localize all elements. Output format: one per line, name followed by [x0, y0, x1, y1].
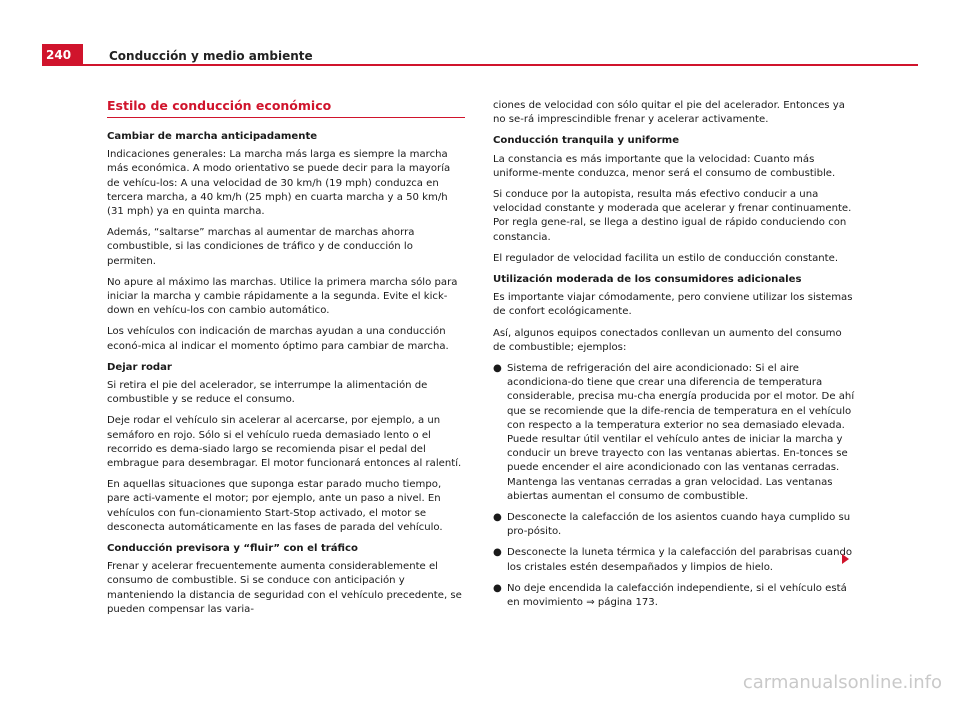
paragraph: Si retira el pie del acelerador, se interrumpe la alimentación de combustible y se reduce el consumo.: [107, 380, 428, 406]
watermark: carmanualsonline.info: [742, 672, 942, 693]
left-column: [107, 99, 465, 624]
list-item-text: Sistema de refrigeración del aire acondicionado: Si el aire acondiciona-do tiene que crear una diferencia de temperatura considerable, precisa mu-cha energía producida por el motor. De ahí que se recomiende que la dife-rencia de temperatura en el vehículo con respecto a la temperatura exterior no sea demasiado elevada. Puede resultar útil ventilar el vehículo antes de iniciar la marcha y conducir un breve trayecto con las ventanas abiertas. En-tonces se puede encender el aire acondicionado con las ventanas cerradas. Mantenga las ventanas cerradas a gran velocidad. Las ventanas abiertas aumentan el consumo de combustible.: [507, 363, 855, 502]
subheading-consumers: Utilización moderada de los consumidores adicionales: [493, 274, 802, 286]
paragraph: En aquellas situaciones que suponga estar parado mucho tiempo, pare acti-vamente el motor; por ejemplo, ante un paso a nivel. En vehículos con fun-cionamiento Start-Stop activado, el motor se desconecta automáticamente en las fases de parada del vehículo.: [107, 479, 443, 533]
paragraph: Deje rodar el vehículo sin acelerar al acercarse, por ejemplo, a un semáforo en rojo. Sólo si el vehículo rueda demasiado lento o el recorrido es dema-siado largo se recomienda pisar el pedal del embrague para desembragar. El motor funcionará entonces al ralentí.: [107, 415, 462, 470]
list-item: [493, 582, 857, 610]
paragraph: No apure al máximo las marchas. Utilice la primera marcha sólo para iniciar la marcha y cambie rápidamente a la segunda. Evite el kick-down en vehícu-los con cambio automático.: [107, 276, 458, 317]
subheading-anticipation: Conducción previsora y “fluir” con el tráfico: [107, 543, 358, 555]
chapter-title: Conducción y medio ambiente: [109, 49, 313, 63]
page-header: [42, 44, 918, 68]
subheading-smooth-driving: Conducción tranquila y uniforme: [493, 135, 680, 147]
paragraph: El regulador de velocidad facilita un estilo de conducción constante.: [493, 252, 839, 264]
paragraph: La constancia es más importante que la velocidad: Cuanto más uniforme-mente conduzca, menor será el consumo de combustible.: [493, 153, 836, 179]
bullet-icon: ●: [493, 512, 502, 524]
paragraph: Los vehículos con indicación de marchas ayudan a una conducción econó-mica al indicar el momento óptimo para cambiar de marcha.: [107, 326, 449, 352]
bullet-icon: ●: [493, 582, 502, 594]
page-number: 240: [42, 44, 83, 66]
list-item-text: No deje encendida la calefacción independiente, si el vehículo está en movimiento ⇒ página 173.: [507, 582, 847, 609]
bullet-icon: ●: [493, 547, 502, 559]
right-column: [493, 99, 857, 617]
paragraph: Frenar y acelerar frecuentemente aumenta considerablemente el consumo de combustible. Si se conduce con anticipación y manteniendo la distancia de seguridad con el vehículo precedente, se pueden compensar las varia-: [107, 561, 462, 615]
section-title-rule: [107, 117, 465, 118]
paragraph: Así, algunos equipos conectados conllevan un aumento del consumo de combustible; ejemplos:: [493, 327, 842, 353]
paragraph: Indicaciones generales: La marcha más larga es siempre la marcha más económica. A modo orientativo se puede decir para la mayoría de vehícu-los: A una velocidad de 30 km/h (19 mph) conduzca en tercera marcha, a 40 km/h (25 mph) en cuarta marcha y a 50 km/h (31 mph) ya en quinta marcha.: [107, 149, 451, 218]
list-item-text: Desconecte la calefacción de los asientos cuando haya cumplido su pro-pósito.: [507, 512, 851, 538]
list-item: [493, 362, 857, 504]
paragraph: Es importante viajar cómodamente, pero conviene utilizar los sistemas de confort ecológicamente.: [493, 292, 853, 318]
subheading-coasting: Dejar rodar: [107, 361, 172, 373]
list-item: [493, 511, 857, 539]
subheading-shift-early: Cambiar de marcha anticipadamente: [107, 131, 318, 142]
bullet-icon: ●: [493, 363, 502, 375]
list-item-text: Desconecte la luneta térmica y la calefacción del parabrisas cuando los cristales estén desempañados y limpios de hielo.: [507, 547, 853, 573]
paragraph: ciones de velocidad con sólo quitar el pie del acelerador. Entonces ya no se-rá imprescindible frenar y acelerar activamente.: [493, 100, 845, 126]
paragraph: Si conduce por la autopista, resulta más efectivo conducir a una velocidad constante y moderada que acelerar y frenar continuamente. Por regla gene-ral, se llega a destino igual de rápido conduciendo con constancia.: [493, 189, 852, 243]
continue-arrow-icon: [842, 554, 849, 564]
section-title: Estilo de conducción económico: [107, 98, 332, 113]
header-rule: [83, 64, 918, 66]
paragraph: Además, “saltarse” marchas al aumentar de marchas ahorra combustible, si las condiciones de tráfico y de conducción lo permiten.: [107, 227, 415, 267]
list-item: [493, 546, 857, 574]
